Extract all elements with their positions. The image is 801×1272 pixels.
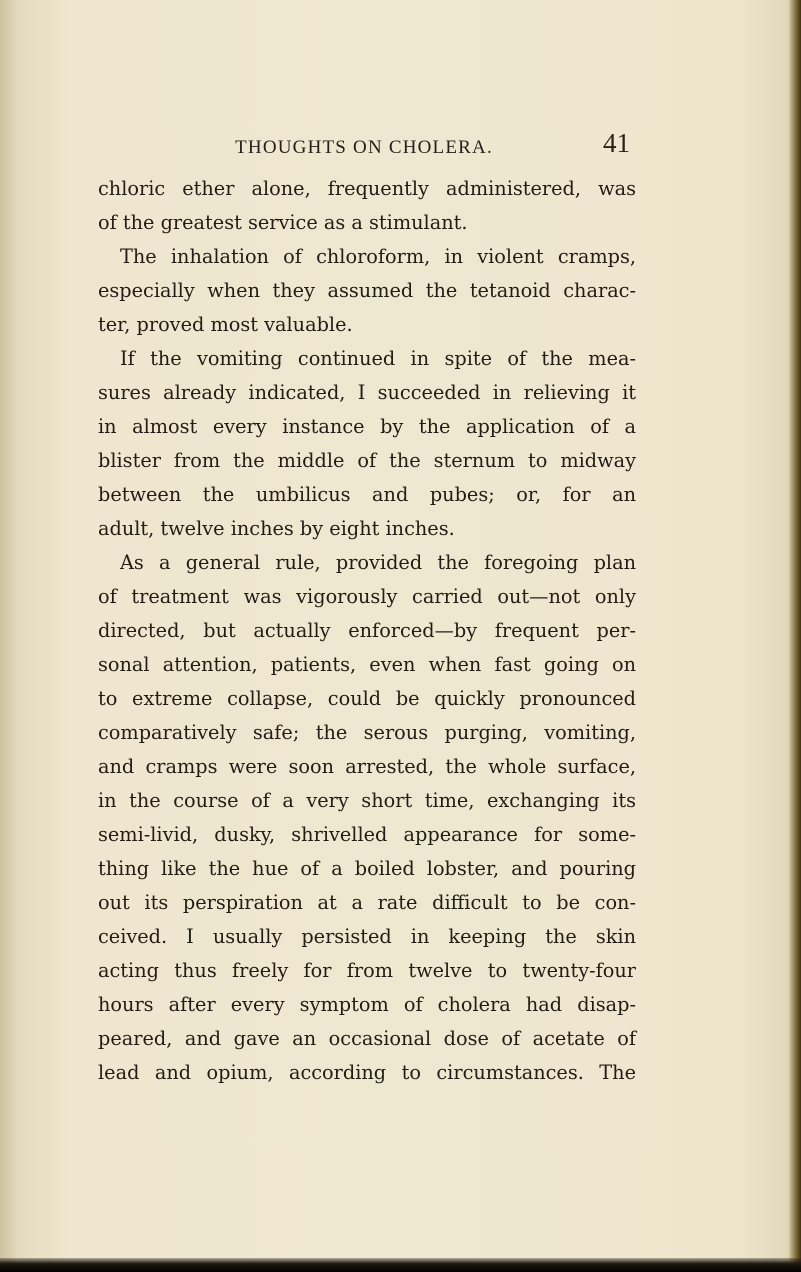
text-line: If the vomiting continued in spite of the mea- xyxy=(120,347,636,370)
page-bottom-edge xyxy=(0,1258,801,1272)
text-line: especially when they assumed the tetanoid charac- xyxy=(98,279,636,302)
text-line: blister from the middle of the sternum to midway xyxy=(98,449,636,472)
text-line: sures already indicated, I succeeded in relieving it xyxy=(98,381,636,404)
text-line: comparatively safe; the serous purging, vomiting, xyxy=(98,721,636,744)
text-line: ter, proved most valuable. xyxy=(98,313,353,336)
text-line: and cramps were soon arrested, the whole surface, xyxy=(98,755,636,778)
text-line: As a general rule, provided the foregoing plan xyxy=(120,551,636,574)
text-line: thing like the hue of a boiled lobster, and pouring xyxy=(98,857,636,880)
text-line: ceived. I usually persisted in keeping the skin xyxy=(98,925,636,948)
page-edge xyxy=(789,0,801,1272)
page-number: 41 xyxy=(603,128,630,158)
text-line: out its perspiration at a rate difficult to be con- xyxy=(98,891,636,914)
page-binding-shadow xyxy=(0,0,16,1272)
text-line: to extreme collapse, could be quickly pronounced xyxy=(98,687,636,710)
text-line: semi-livid, dusky, shrivelled appearance for some- xyxy=(98,823,636,846)
text-line: in almost every instance by the application of a xyxy=(98,415,636,438)
text-line: lead and opium, according to circumstances. The xyxy=(98,1061,636,1084)
body-text xyxy=(98,172,636,1090)
text-line: hours after every symptom of cholera had disap- xyxy=(98,993,636,1016)
text-line: chloric ether alone, frequently administered, was xyxy=(98,177,636,200)
text-line: between the umbilicus and pubes; or, for an xyxy=(98,483,636,506)
text-line: peared, and gave an occasional dose of acetate of xyxy=(98,1027,636,1050)
text-line: directed, but actually enforced—by frequent per- xyxy=(98,619,636,642)
text-line: in the course of a very short time, exchanging its xyxy=(98,789,636,812)
text-line: adult, twelve inches by eight inches. xyxy=(98,517,455,540)
running-title: THOUGHTS ON CHOLERA. xyxy=(235,137,493,158)
text-line: The inhalation of chloroform, in violent cramps, xyxy=(120,245,636,268)
text-line: acting thus freely for from twelve to twenty-four xyxy=(98,959,636,982)
text-line: of treatment was vigorously carried out—not only xyxy=(98,585,636,608)
text-line: sonal attention, patients, even when fast going on xyxy=(98,653,636,676)
page-header xyxy=(98,128,630,164)
text-line: of the greatest service as a stimulant. xyxy=(98,211,468,234)
